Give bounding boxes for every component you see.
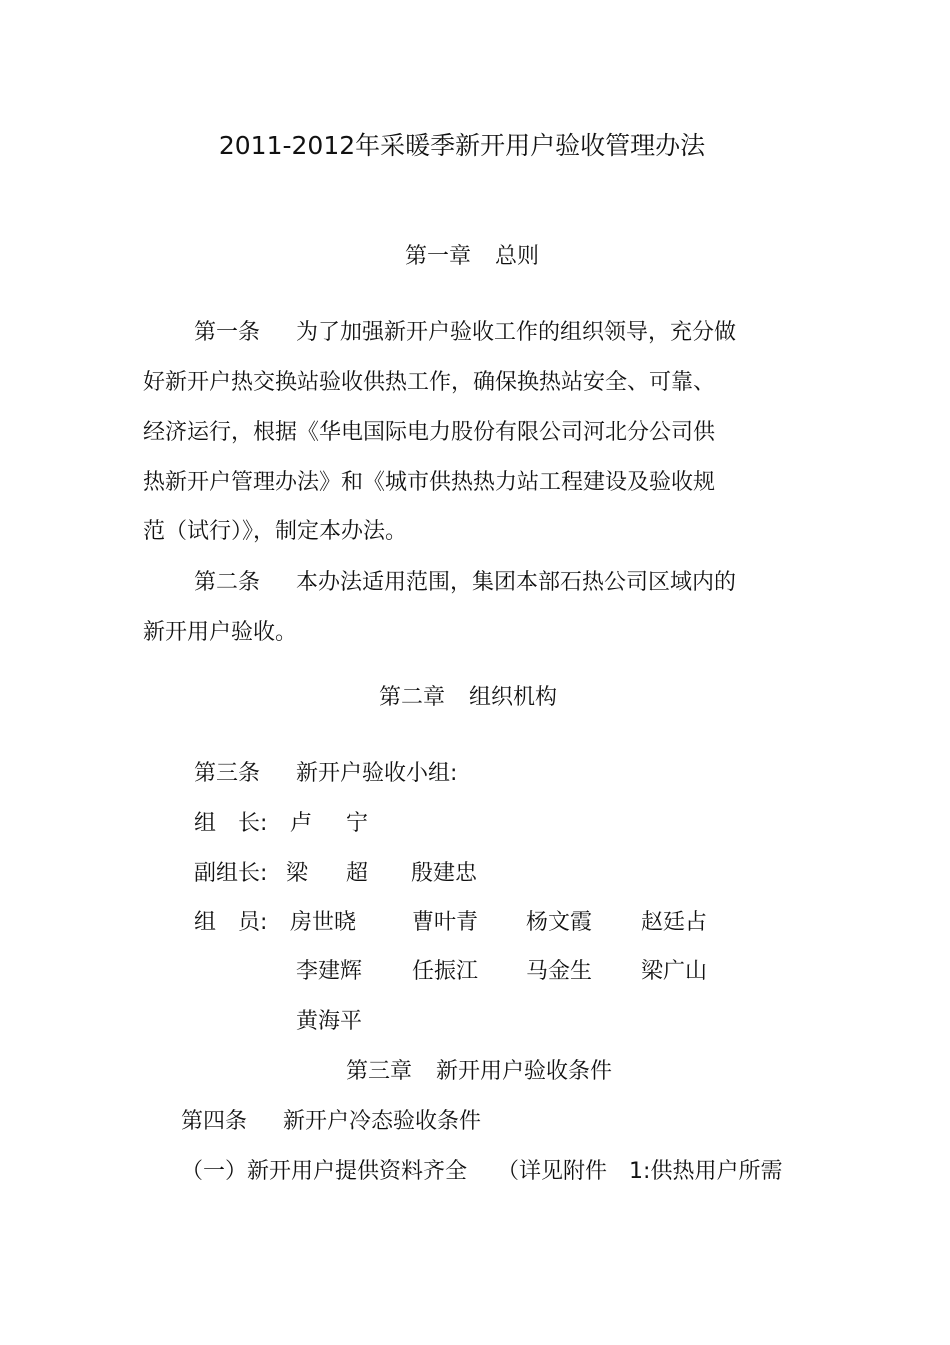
article-1-line-2: 好新开户热交换站验收供热工作，确保换热站安全、可靠、 xyxy=(143,370,716,395)
chapter-heading-1 xyxy=(405,243,539,271)
article-1-line-5: 范（试行）》，制定本办法。 xyxy=(143,519,408,544)
chapter-label: 第一章 xyxy=(405,244,472,269)
article-label: 第三条 xyxy=(194,761,261,786)
chapter-name: 总则 xyxy=(495,244,540,269)
item-text: （详见附件 xyxy=(497,1159,608,1184)
article-3-line xyxy=(194,760,457,788)
article-1-line-3: 经济运行，根据《华电国际电力股份有限公司河北分公司供 xyxy=(143,420,716,445)
member-label: 组 员: xyxy=(194,910,268,935)
deputy-name-part: 超 xyxy=(346,861,369,886)
item-reference: 1:供热用户所需 xyxy=(629,1159,783,1184)
chapter-heading-3 xyxy=(346,1058,612,1086)
article-text: 为了加强新开户验收工作的组织领导，充分做 xyxy=(296,320,737,345)
article-label: 第四条 xyxy=(181,1109,248,1134)
article-label: 第二条 xyxy=(194,570,261,595)
deputy-name-part: 梁 xyxy=(286,861,309,886)
leader-name-part: 宁 xyxy=(346,811,369,836)
page-title: 2011-2012年采暖季新开用户验收管理办法 xyxy=(218,131,706,160)
article-text: 本办法适用范围，集团本部石热公司区域内的 xyxy=(296,570,737,595)
member-name: 李建辉 xyxy=(296,959,363,984)
leader-name-part: 卢 xyxy=(290,811,313,836)
article-label: 第一条 xyxy=(194,320,261,345)
chapter-name: 新开用户验收条件 xyxy=(436,1059,613,1084)
article-text: 新开户验收小组: xyxy=(296,761,458,786)
article-1-line-4: 热新开户管理办法》和《城市供热热力站工程建设及验收规 xyxy=(143,470,716,495)
deputy-label: 副组长: xyxy=(194,861,268,886)
member-name: 曹叶青 xyxy=(412,910,479,935)
article-4-line xyxy=(181,1108,481,1136)
member-name: 梁广山 xyxy=(641,959,708,984)
leader-label: 组 长: xyxy=(194,811,268,836)
chapter-label: 第三章 xyxy=(346,1059,413,1084)
member-name: 赵廷占 xyxy=(641,910,708,935)
item-1-line xyxy=(181,1158,782,1186)
article-2-line-1 xyxy=(194,569,736,597)
article-text: 新开户冷态验收条件 xyxy=(283,1109,482,1134)
member-name: 房世晓 xyxy=(290,910,357,935)
chapter-name: 组织机构 xyxy=(469,685,558,710)
chapter-label: 第二章 xyxy=(379,685,446,710)
article-1-line-1 xyxy=(194,319,736,347)
chapter-heading-2 xyxy=(379,684,557,712)
member-name: 任振江 xyxy=(412,959,479,984)
deputy-name: 殷建忠 xyxy=(411,861,478,886)
member-name: 马金生 xyxy=(526,959,593,984)
item-label: （一）新开用户提供资料齐全 xyxy=(181,1159,468,1184)
article-2-line-2: 新开用户验收。 xyxy=(143,620,298,645)
member-name: 黄海平 xyxy=(296,1009,363,1034)
member-name: 杨文霞 xyxy=(526,910,593,935)
